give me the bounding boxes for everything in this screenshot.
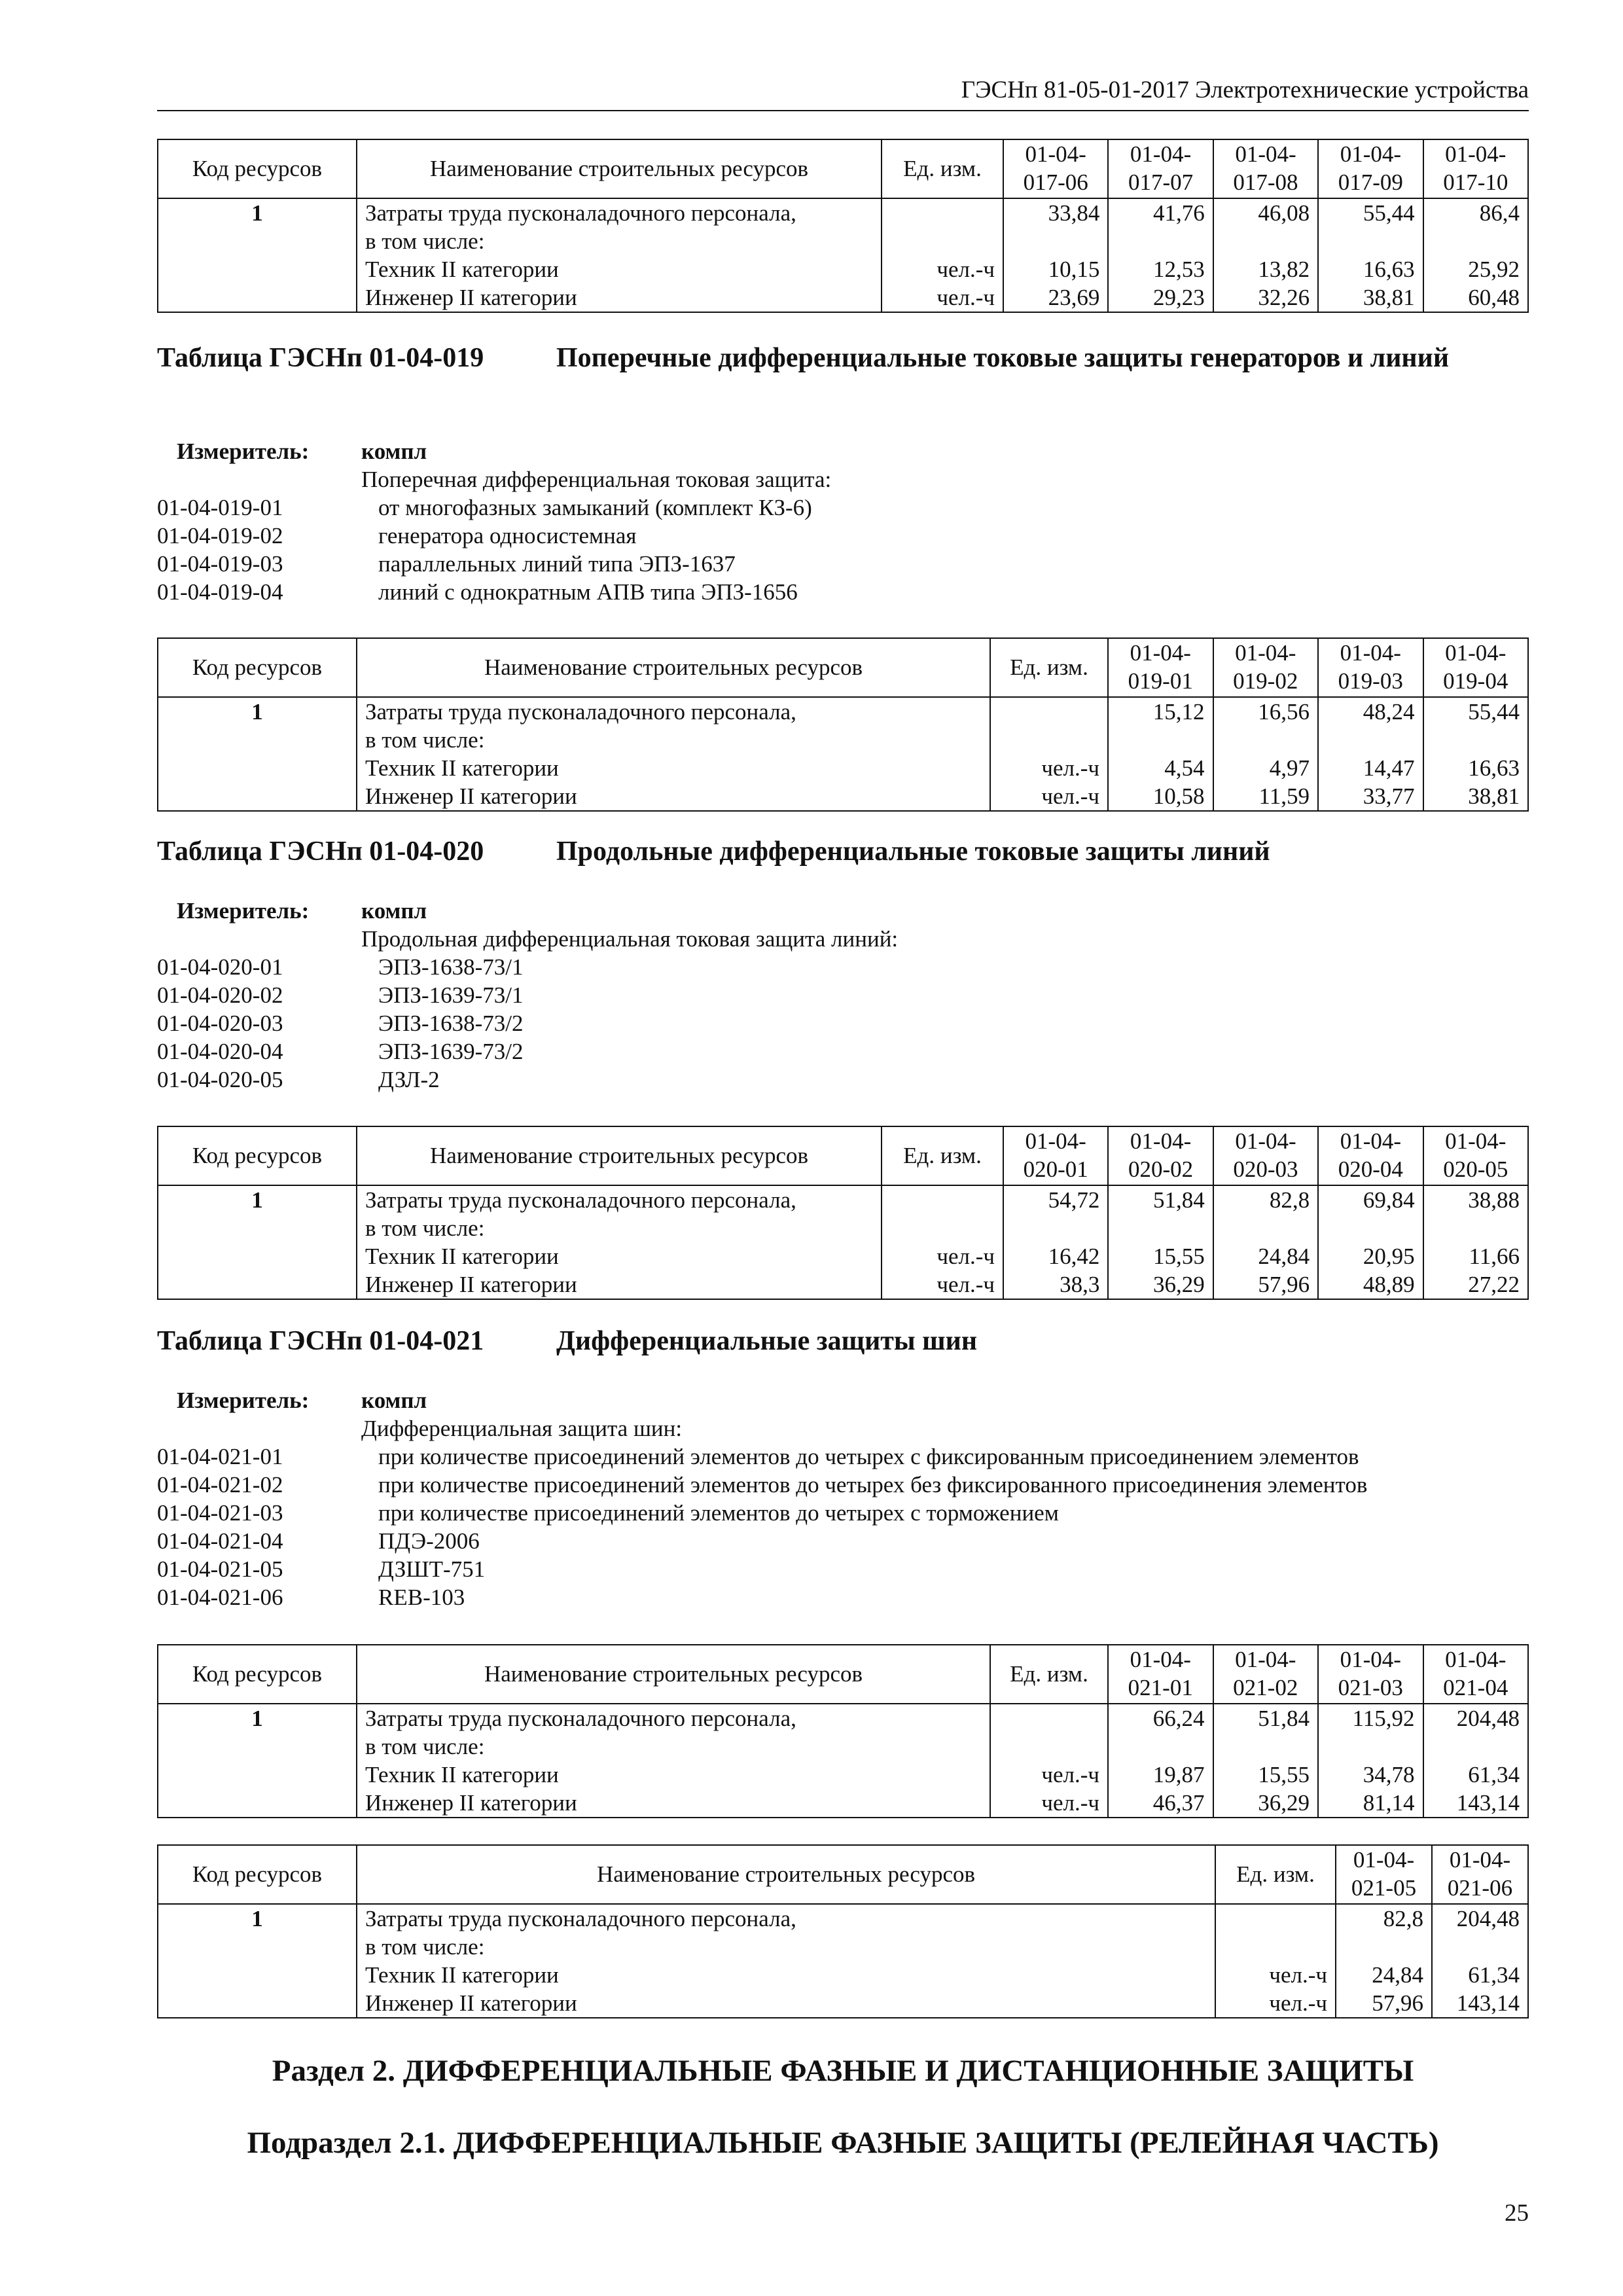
measure-row — [157, 1386, 1529, 1414]
col-header-name: Наименование строительных ресурсов — [357, 1845, 1215, 1904]
value-cell: 204,48 — [1432, 1904, 1528, 1933]
value-cell: 57,96 — [1336, 1989, 1432, 2018]
table-title: Продольные дифференциальные токовые защиты линий — [556, 836, 1270, 867]
col-header-code: Код ресурсов — [158, 1126, 357, 1185]
value-cell: 19,87 — [1108, 1761, 1213, 1789]
col-header-norm: 01-04- 020-02 — [1108, 1126, 1213, 1185]
item-code: 01-04-019-02 — [157, 523, 283, 548]
empty-cell — [158, 782, 357, 811]
value-cell: 15,12 — [1108, 697, 1213, 726]
col-header-code: Код ресурсов — [158, 1845, 357, 1904]
value-cell: 24,84 — [1213, 1242, 1318, 1270]
resource-name: в том числе: — [357, 1933, 1215, 1961]
row-labor-total — [158, 697, 1528, 726]
resource-name: Инженер II категории — [357, 1789, 990, 1818]
empty-cell — [990, 1732, 1108, 1761]
empty-cell — [158, 255, 357, 283]
col-header-norm: 01-04- 021-02 — [1213, 1645, 1319, 1704]
header-row — [158, 1126, 1528, 1185]
empty-cell — [158, 754, 357, 782]
subsection-title: Подраздел 2.1. ДИФФЕРЕНЦИАЛЬНЫЕ ФАЗНЫЕ ЗАЩИТЫ (РЕЛЕЙНАЯ ЧАСТЬ) — [247, 2126, 1439, 2160]
value-cell: 143,14 — [1432, 1989, 1528, 2018]
col-header-norm: 01-04- 019-03 — [1318, 638, 1423, 697]
value-cell: 16,63 — [1318, 255, 1423, 283]
item-description: параллельных линий типа ЭПЗ-1637 — [378, 551, 736, 577]
measure-block-021 — [157, 1386, 1529, 1611]
unit-cell: чел.-ч — [990, 1789, 1108, 1818]
measure-label: Измеритель: — [177, 439, 310, 464]
value-cell: 41,76 — [1108, 198, 1213, 227]
value-cell: 10,15 — [1003, 255, 1108, 283]
measure-intro: Дифференциальная защита шин: — [361, 1416, 683, 1441]
row-technician — [158, 255, 1528, 283]
col-header-norm: 01-04- 017-10 — [1423, 139, 1528, 198]
value-cell: 81,14 — [1318, 1789, 1423, 1818]
col-header-norm: 01-04- 017-06 — [1003, 139, 1108, 198]
resource-name: Техник II категории — [357, 1761, 990, 1789]
resource-name: Затраты труда пусконаладочного персонала, — [357, 198, 882, 227]
empty-cell — [1215, 1933, 1336, 1961]
resource-name: в том числе: — [357, 1214, 882, 1242]
value-cell: 15,55 — [1213, 1761, 1319, 1789]
value-cell: 4,97 — [1213, 754, 1319, 782]
measure-unit: компл — [361, 1388, 427, 1413]
empty-cell — [1108, 1732, 1213, 1761]
item-description: генератора односистемная — [378, 523, 637, 548]
value-cell: 15,55 — [1108, 1242, 1213, 1270]
resource-table-017 — [157, 139, 1529, 313]
page-number: 25 — [1505, 2200, 1529, 2227]
empty-cell — [1318, 1732, 1423, 1761]
row-technician — [158, 1761, 1528, 1789]
item-description: при количестве присоединений элементов до четырех без фиксированного присоединения элементов — [378, 1472, 1368, 1498]
empty-cell — [1432, 1933, 1528, 1961]
value-cell: 38,81 — [1423, 782, 1529, 811]
empty-cell — [1318, 726, 1423, 754]
empty-cell — [1423, 726, 1529, 754]
col-header-norm: 01-04- 019-02 — [1213, 638, 1319, 697]
row-engineer — [158, 283, 1528, 312]
header-row — [158, 139, 1528, 198]
unit-cell: чел.-ч — [882, 1270, 1003, 1299]
row-including — [158, 1214, 1528, 1242]
col-header-norm: 01-04- 020-03 — [1213, 1126, 1318, 1185]
item-code: 01-04-020-01 — [157, 954, 283, 980]
measure-item — [157, 953, 1529, 981]
col-header-norm: 01-04- 019-04 — [1423, 638, 1529, 697]
empty-cell — [1213, 1214, 1318, 1242]
item-code: 01-04-021-05 — [157, 1556, 283, 1582]
measure-unit: компл — [361, 898, 427, 924]
value-cell: 66,24 — [1108, 1704, 1213, 1732]
col-header-norm: 01-04- 017-07 — [1108, 139, 1213, 198]
col-header-norm: 01-04- 017-09 — [1318, 139, 1423, 198]
empty-cell — [1318, 1214, 1423, 1242]
value-cell: 57,96 — [1213, 1270, 1318, 1299]
value-cell: 13,82 — [1213, 255, 1318, 283]
value-cell: 36,29 — [1213, 1789, 1319, 1818]
col-header-norm: 01-04- 020-04 — [1318, 1126, 1423, 1185]
value-cell: 51,84 — [1108, 1185, 1213, 1214]
resource-name: Техник II категории — [357, 1242, 882, 1270]
item-description: ЭПЗ-1638-73/1 — [378, 954, 524, 980]
empty-cell — [882, 227, 1003, 255]
col-header-norm: 01-04- 021-06 — [1432, 1845, 1528, 1904]
empty-cell — [1108, 1214, 1213, 1242]
empty-cell — [158, 1732, 357, 1761]
col-header-name: Наименование строительных ресурсов — [357, 1645, 990, 1704]
empty-cell — [990, 726, 1108, 754]
value-cell: 33,84 — [1003, 198, 1108, 227]
unit-cell: чел.-ч — [882, 1242, 1003, 1270]
row-engineer — [158, 782, 1528, 811]
empty-cell — [1213, 227, 1318, 255]
resource-name: Затраты труда пусконаладочного персонала, — [357, 697, 990, 726]
empty-cell — [990, 1704, 1108, 1732]
item-code: 01-04-020-04 — [157, 1039, 283, 1064]
measure-item — [157, 522, 1529, 550]
value-cell: 51,84 — [1213, 1704, 1319, 1732]
value-cell: 46,08 — [1213, 198, 1318, 227]
item-description: REB-103 — [378, 1585, 465, 1610]
empty-cell — [1003, 1214, 1108, 1242]
value-cell: 69,84 — [1318, 1185, 1423, 1214]
resource-code: 1 — [158, 697, 357, 726]
col-header-norm: 01-04- 020-01 — [1003, 1126, 1108, 1185]
col-header-code: Код ресурсов — [158, 139, 357, 198]
value-cell: 61,34 — [1432, 1961, 1528, 1989]
measure-item — [157, 493, 1529, 522]
measure-item — [157, 1471, 1529, 1499]
value-cell: 16,56 — [1213, 697, 1319, 726]
measure-intro-row — [157, 925, 1529, 953]
table-title: Поперечные дифференциальные токовые защиты генераторов и линий — [556, 343, 1450, 373]
resource-name: в том числе: — [357, 1732, 990, 1761]
unit-cell: чел.-ч — [990, 1761, 1108, 1789]
resource-name: в том числе: — [357, 726, 990, 754]
measure-item — [157, 1527, 1529, 1555]
value-cell: 23,69 — [1003, 283, 1108, 312]
row-engineer — [158, 1270, 1528, 1299]
measure-item — [157, 1583, 1529, 1611]
item-description: ДЗШТ-751 — [378, 1556, 486, 1582]
value-cell: 14,47 — [1318, 754, 1423, 782]
measure-item — [157, 550, 1529, 578]
empty-cell — [158, 1989, 357, 2018]
value-cell: 115,92 — [1318, 1704, 1423, 1732]
empty-cell — [1213, 1732, 1319, 1761]
empty-cell — [882, 198, 1003, 227]
resource-name: Затраты труда пусконаладочного персонала, — [357, 1904, 1215, 1933]
resource-table-019 — [157, 637, 1529, 812]
measure-item — [157, 1499, 1529, 1527]
col-header-unit: Ед. изм. — [1215, 1845, 1336, 1904]
col-header-name: Наименование строительных ресурсов — [357, 1126, 882, 1185]
col-header-norm: 01-04- 017-08 — [1213, 139, 1318, 198]
item-code: 01-04-020-03 — [157, 1011, 283, 1036]
item-description: ЭПЗ-1639-73/2 — [378, 1039, 524, 1064]
item-code: 01-04-021-04 — [157, 1528, 283, 1554]
value-cell: 27,22 — [1423, 1270, 1528, 1299]
measure-item — [157, 1555, 1529, 1583]
empty-cell — [158, 1270, 357, 1299]
row-labor-total — [158, 1704, 1528, 1732]
value-cell: 55,44 — [1423, 697, 1529, 726]
value-cell: 61,34 — [1423, 1761, 1529, 1789]
item-description: ЭПЗ-1638-73/2 — [378, 1011, 524, 1036]
col-header-name: Наименование строительных ресурсов — [357, 638, 990, 697]
col-header-code: Код ресурсов — [158, 638, 357, 697]
empty-cell — [882, 1214, 1003, 1242]
col-header-unit: Ед. изм. — [882, 1126, 1003, 1185]
empty-cell — [158, 227, 357, 255]
table-code: Таблица ГЭСНп 01-04-021 — [157, 1326, 484, 1356]
value-cell: 204,48 — [1423, 1704, 1529, 1732]
resource-name: Инженер II категории — [357, 1270, 882, 1299]
value-cell: 16,63 — [1423, 754, 1529, 782]
measure-item — [157, 1066, 1529, 1094]
measure-row — [157, 897, 1529, 925]
value-cell: 55,44 — [1318, 198, 1423, 227]
item-code: 01-04-020-05 — [157, 1067, 283, 1092]
header-row — [158, 638, 1528, 697]
value-cell: 32,26 — [1213, 283, 1318, 312]
measure-intro-row — [157, 1414, 1529, 1443]
value-cell: 29,23 — [1108, 283, 1213, 312]
value-cell: 34,78 — [1318, 1761, 1423, 1789]
unit-cell: чел.-ч — [882, 283, 1003, 312]
item-description: ЭПЗ-1639-73/1 — [378, 982, 524, 1008]
value-cell: 54,72 — [1003, 1185, 1108, 1214]
row-engineer — [158, 1989, 1528, 2018]
measure-intro: Продольная дифференциальная токовая защита линий: — [361, 926, 899, 952]
resource-name: Техник II категории — [357, 255, 882, 283]
measure-item — [157, 1037, 1529, 1066]
col-header-norm: 01-04- 021-05 — [1336, 1845, 1432, 1904]
table-code: Таблица ГЭСНп 01-04-019 — [157, 343, 484, 373]
col-header-unit: Ед. изм. — [990, 638, 1108, 697]
value-cell: 143,14 — [1423, 1789, 1529, 1818]
resource-table-021-b — [157, 1844, 1529, 2018]
resource-name: в том числе: — [357, 227, 882, 255]
item-description: от многофазных замыканий (комплект КЗ-6) — [378, 495, 812, 520]
resource-code: 1 — [158, 198, 357, 227]
measure-intro-row — [157, 465, 1529, 493]
value-cell: 11,66 — [1423, 1242, 1528, 1270]
col-header-unit: Ед. изм. — [882, 139, 1003, 198]
measure-item — [157, 578, 1529, 606]
col-header-norm: 01-04- 021-01 — [1108, 1645, 1213, 1704]
resource-code: 1 — [158, 1904, 357, 1933]
empty-cell — [158, 1789, 357, 1818]
row-technician — [158, 1242, 1528, 1270]
measure-item — [157, 1009, 1529, 1037]
table-code: Таблица ГЭСНп 01-04-020 — [157, 836, 484, 867]
item-code: 01-04-020-02 — [157, 982, 283, 1008]
row-labor-total — [158, 1185, 1528, 1214]
value-cell: 82,8 — [1336, 1904, 1432, 1933]
empty-cell — [158, 726, 357, 754]
col-header-code: Код ресурсов — [158, 1645, 357, 1704]
measure-block-020 — [157, 897, 1529, 1094]
empty-cell — [1318, 227, 1423, 255]
empty-cell — [1423, 227, 1528, 255]
resource-name: Инженер II категории — [357, 782, 990, 811]
empty-cell — [158, 1242, 357, 1270]
row-including — [158, 227, 1528, 255]
item-code: 01-04-019-03 — [157, 551, 283, 577]
unit-cell: чел.-ч — [1215, 1961, 1336, 1989]
resource-table-020 — [157, 1126, 1529, 1300]
col-header-norm: 01-04- 021-03 — [1318, 1645, 1423, 1704]
value-cell: 48,89 — [1318, 1270, 1423, 1299]
measure-intro: Поперечная дифференциальная токовая защита: — [361, 467, 832, 492]
value-cell: 4,54 — [1108, 754, 1213, 782]
col-header-name: Наименование строительных ресурсов — [357, 139, 882, 198]
value-cell: 12,53 — [1108, 255, 1213, 283]
resource-code: 1 — [158, 1185, 357, 1214]
col-header-norm: 01-04- 021-04 — [1423, 1645, 1529, 1704]
item-code: 01-04-021-02 — [157, 1472, 283, 1498]
empty-cell — [1215, 1904, 1336, 1933]
value-cell: 20,95 — [1318, 1242, 1423, 1270]
row-including — [158, 1732, 1528, 1761]
resource-name: Затраты труда пусконаладочного персонала, — [357, 1185, 882, 1214]
empty-cell — [1108, 726, 1213, 754]
running-header: ГЭСНп 81-05-01-2017 Электротехнические устройства — [157, 76, 1529, 111]
empty-cell — [1423, 1732, 1529, 1761]
row-engineer — [158, 1789, 1528, 1818]
col-header-norm: 01-04- 019-01 — [1108, 638, 1213, 697]
row-technician — [158, 754, 1528, 782]
value-cell: 11,59 — [1213, 782, 1319, 811]
measure-item — [157, 1443, 1529, 1471]
value-cell: 86,4 — [1423, 198, 1528, 227]
empty-cell — [1108, 227, 1213, 255]
value-cell: 24,84 — [1336, 1961, 1432, 1989]
measure-label: Измеритель: — [177, 1388, 310, 1413]
empty-cell — [158, 1214, 357, 1242]
row-technician — [158, 1961, 1528, 1989]
section-title: Раздел 2. ДИФФЕРЕНЦИАЛЬНЫЕ ФАЗНЫЕ И ДИСТАНЦИОННЫЕ ЗАЩИТЫ — [272, 2054, 1414, 2088]
empty-cell — [882, 1185, 1003, 1214]
resource-name: Затраты труда пусконаладочного персонала, — [357, 1704, 990, 1732]
header-row — [158, 1845, 1528, 1904]
item-description: линий с однократным АПВ типа ЭПЗ-1656 — [378, 579, 798, 605]
value-cell: 60,48 — [1423, 283, 1528, 312]
empty-cell — [158, 1761, 357, 1789]
value-cell: 25,92 — [1423, 255, 1528, 283]
value-cell: 38,88 — [1423, 1185, 1528, 1214]
col-header-unit: Ед. изм. — [990, 1645, 1108, 1704]
value-cell: 48,24 — [1318, 697, 1423, 726]
empty-cell — [158, 1961, 357, 1989]
measure-row — [157, 437, 1529, 465]
col-header-norm: 01-04- 020-05 — [1423, 1126, 1528, 1185]
unit-cell: чел.-ч — [882, 255, 1003, 283]
empty-cell — [990, 697, 1108, 726]
value-cell: 38,81 — [1318, 283, 1423, 312]
table-title: Дифференциальные защиты шин — [556, 1326, 978, 1356]
row-including — [158, 726, 1528, 754]
empty-cell — [1423, 1214, 1528, 1242]
item-code: 01-04-021-03 — [157, 1500, 283, 1526]
item-description: ПДЭ-2006 — [378, 1528, 480, 1554]
empty-cell — [1336, 1933, 1432, 1961]
measure-block-019 — [157, 437, 1529, 606]
resource-table-021-a — [157, 1644, 1529, 1818]
measure-label: Измеритель: — [177, 898, 310, 924]
row-labor-total — [158, 1904, 1528, 1933]
value-cell: 10,58 — [1108, 782, 1213, 811]
item-code: 01-04-019-01 — [157, 495, 283, 520]
item-code: 01-04-019-04 — [157, 579, 283, 605]
row-including — [158, 1933, 1528, 1961]
unit-cell: чел.-ч — [990, 782, 1108, 811]
item-description: при количестве присоединений элементов до четырех с фиксированным присоединением элементов — [378, 1444, 1359, 1469]
resource-name: Инженер II категории — [357, 1989, 1215, 2018]
value-cell: 38,3 — [1003, 1270, 1108, 1299]
measure-unit: компл — [361, 439, 427, 464]
unit-cell: чел.-ч — [1215, 1989, 1336, 2018]
value-cell: 46,37 — [1108, 1789, 1213, 1818]
empty-cell — [158, 1933, 357, 1961]
empty-cell — [158, 283, 357, 312]
item-description: ДЗЛ-2 — [378, 1067, 440, 1092]
item-description: при количестве присоединений элементов до четырех с торможением — [378, 1500, 1059, 1526]
value-cell: 16,42 — [1003, 1242, 1108, 1270]
row-labor-total — [158, 198, 1528, 227]
item-code: 01-04-021-01 — [157, 1444, 283, 1469]
resource-name: Инженер II категории — [357, 283, 882, 312]
value-cell: 36,29 — [1108, 1270, 1213, 1299]
empty-cell — [1003, 227, 1108, 255]
resource-name: Техник II категории — [357, 754, 990, 782]
empty-cell — [1213, 726, 1319, 754]
value-cell: 33,77 — [1318, 782, 1423, 811]
header-row — [158, 1645, 1528, 1704]
item-code: 01-04-021-06 — [157, 1585, 283, 1610]
value-cell: 82,8 — [1213, 1185, 1318, 1214]
resource-code: 1 — [158, 1704, 357, 1732]
measure-item — [157, 981, 1529, 1009]
resource-name: Техник II категории — [357, 1961, 1215, 1989]
unit-cell: чел.-ч — [990, 754, 1108, 782]
